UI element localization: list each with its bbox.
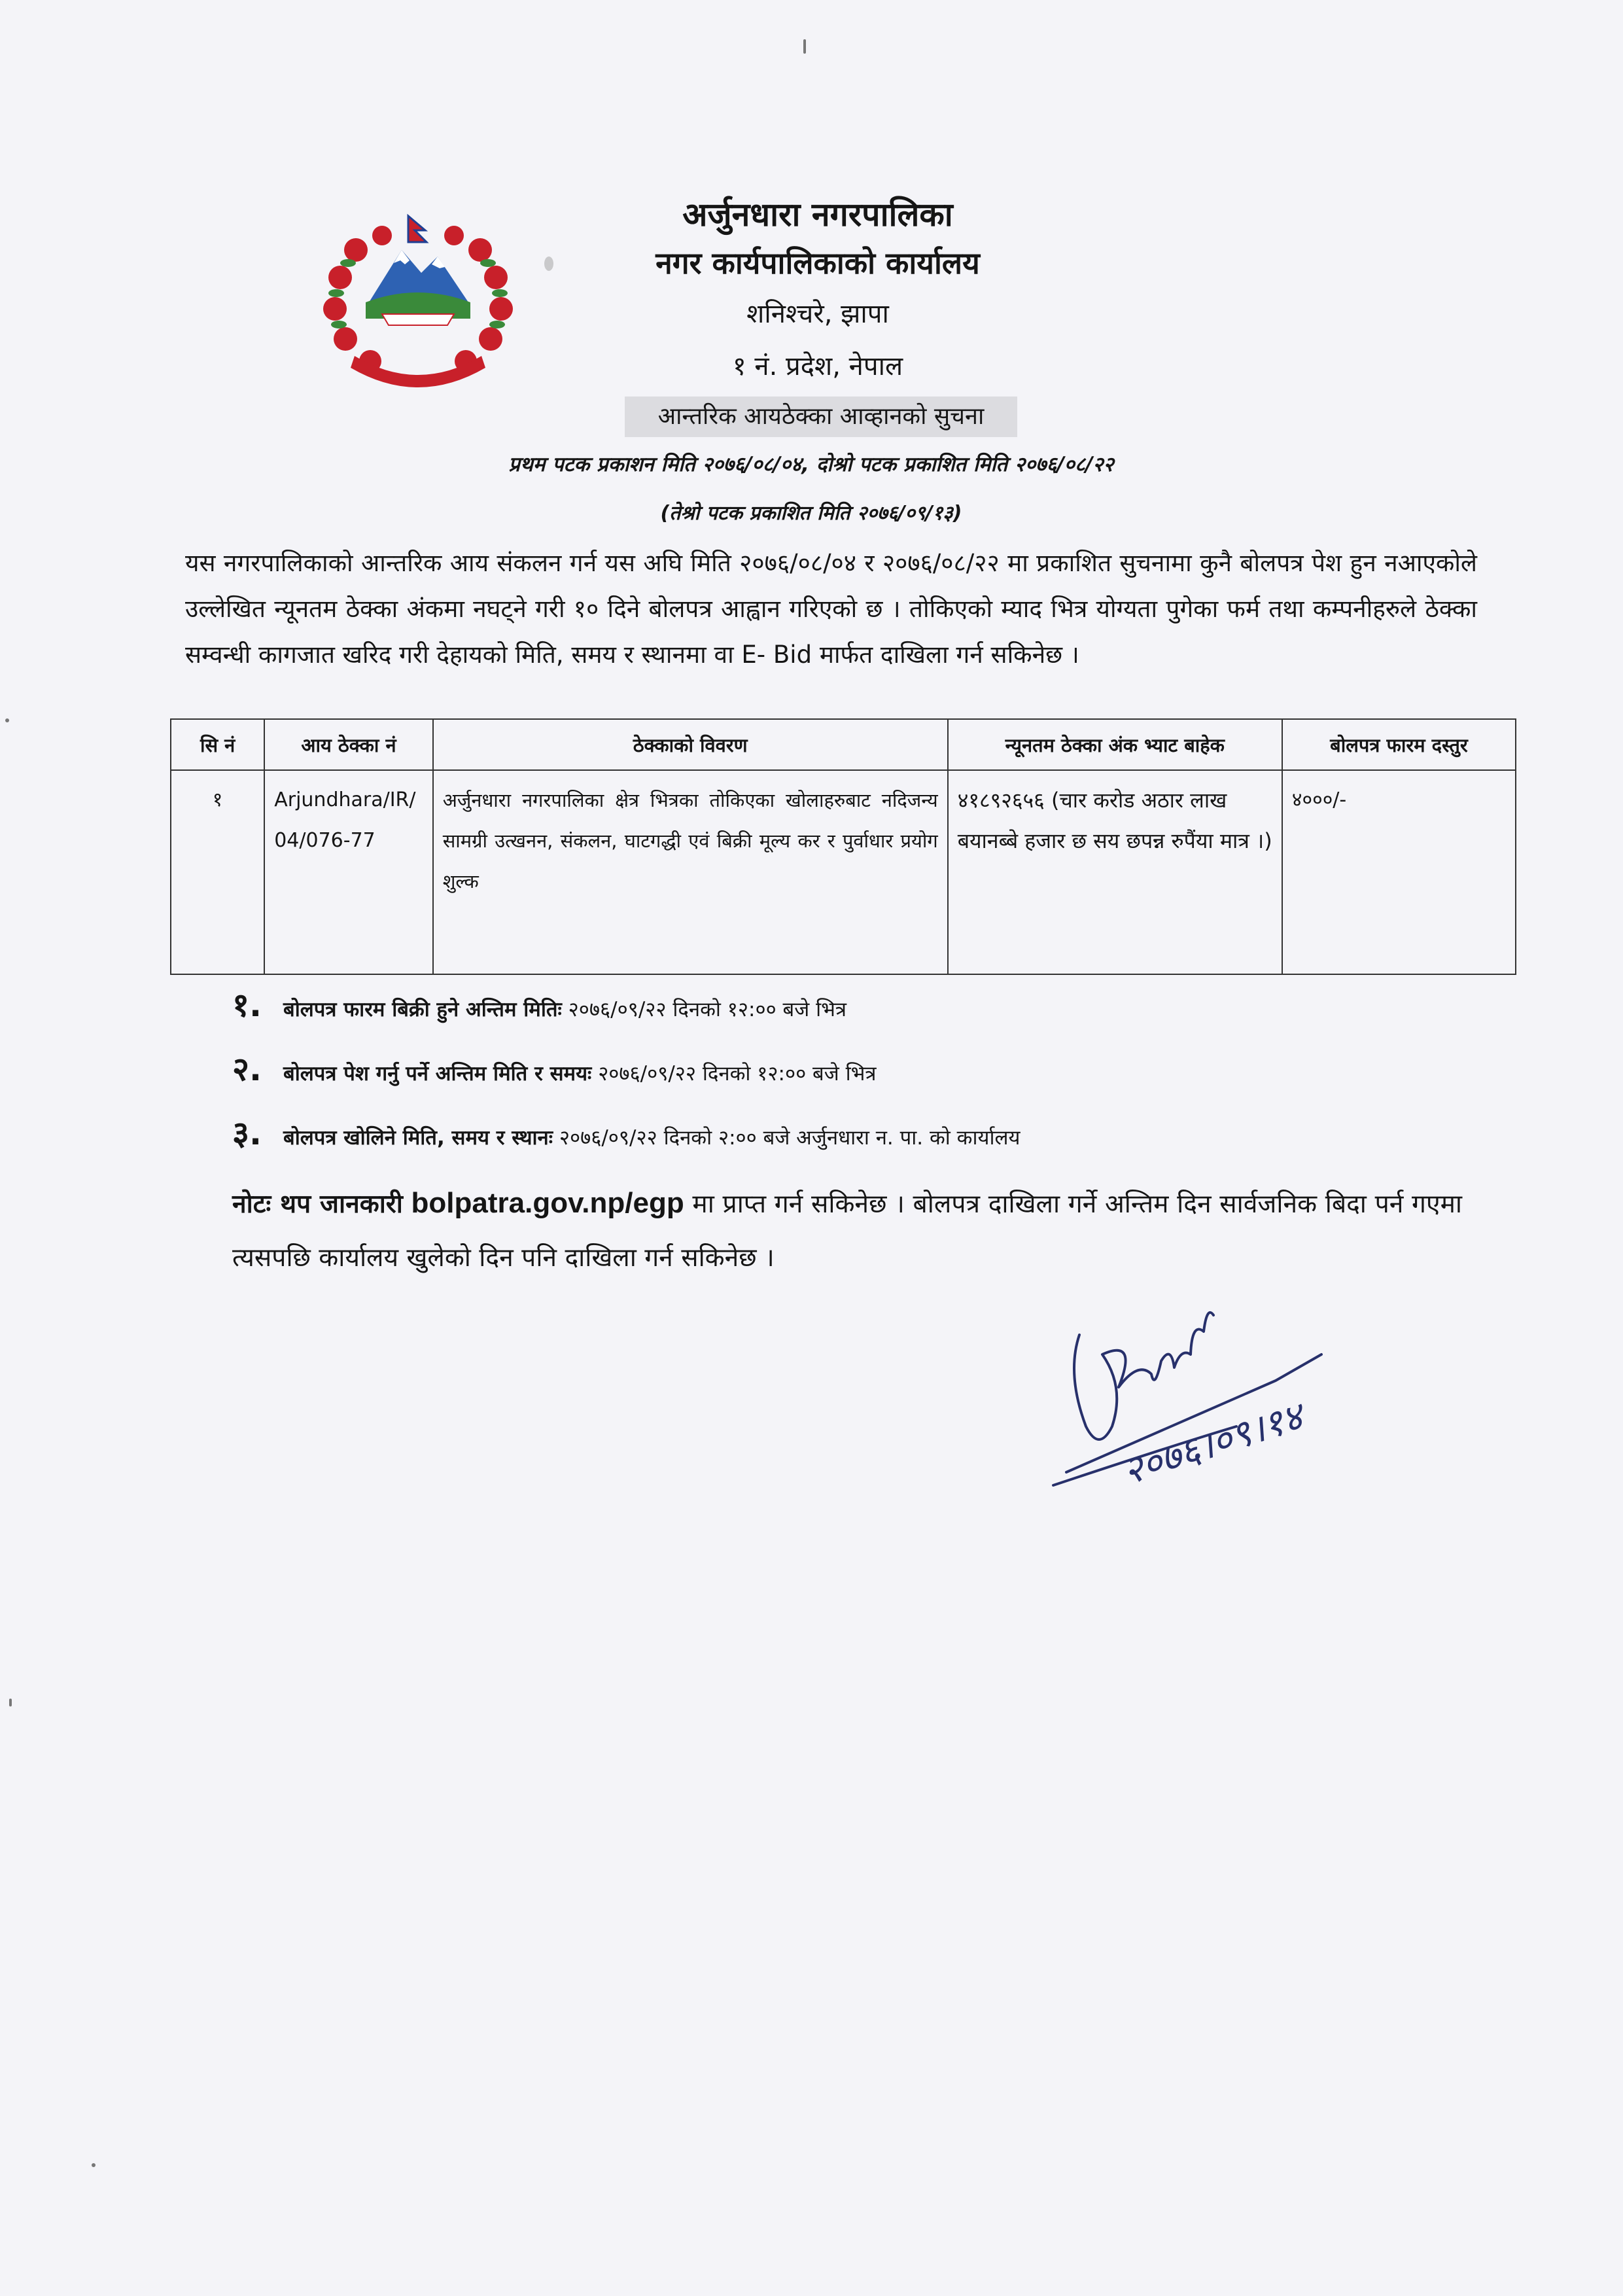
scan-speck xyxy=(9,1699,12,1706)
col-header-sn: सि नं xyxy=(171,719,264,770)
municipality-name: अर्जुनधारा नगरपालिका xyxy=(682,196,953,234)
col-header-contract-no: आय ठेक्का नं xyxy=(264,719,432,770)
deadline-list xyxy=(232,981,1410,1174)
office-location: शनिश्चरे, झापा xyxy=(746,299,889,329)
svg-text:२०७६।०९।१४: २०७६।०९।१४ xyxy=(1117,1393,1308,1494)
cell-description: अर्जुनधारा नगरपालिका क्षेत्र भित्रका तोकिएका खोलाहरुबाट नदिजन्य सामग्री उत्खनन, संकलन, घाटगद्धी एवं बिक्री मूल्य कर र पुर्वाधार प्रयोग शुल्क xyxy=(433,770,948,974)
list-number: ३. xyxy=(232,1114,262,1152)
list-item xyxy=(232,1110,1410,1174)
notice-title: आन्तरिक आयठेक्का आव्हानको सुचना xyxy=(625,397,1017,437)
cell-contract-no: Arjundhara/IR/04/076-77 xyxy=(264,770,432,974)
note-text: मा प्राप्त गर्न सकिनेछ । बोलपत्र दाखिला गर्ने अन्तिम दिन सार्वजनिक बिदा पर्न गएमा त्यसपछि कार्यालय खुलेको दिन पनि दाखिला गर्न सकिनेछ । xyxy=(232,1190,1462,1273)
table-row xyxy=(171,770,1516,974)
col-header-form-fee: बोलपत्र फारम दस्तुर xyxy=(1282,719,1516,770)
third-publication-date: (तेश्रो पटक प्रकाशित मिति २०७६/०९/१३) xyxy=(660,502,962,525)
col-header-min-amount: न्यूनतम ठेक्का अंक भ्याट बाहेक xyxy=(948,719,1282,770)
list-number: १. xyxy=(232,986,262,1024)
scan-speck xyxy=(544,256,553,271)
cell-min-amount: ४१८९२६५६ (चार करोड अठार लाख बयानब्बे हजार छ सय छपन्न रुपैंया मात्र ।) xyxy=(948,770,1282,974)
note-label: नोटः थप जानकारी xyxy=(232,1190,403,1219)
cell-sn: १ xyxy=(171,770,264,974)
province-name: १ नं. प्रदेश, नेपाल xyxy=(732,351,903,381)
notice-body: यस नगरपालिकाको आन्तरिक आय संकलन गर्न यस अघि मिति २०७६/०८/०४ र २०७६/०८/२२ मा प्रकाशित सुचनामा कुनै बोलपत्र पेश हुन नआएकोले उल्लेखित न्यूनतम ठेक्का अंकमा नघट्ने गरी १० दिने बोलपत्र आह्वान गरिएको छ । तोकिएको म्याद भित्र योग्यता पुगेका फर्म तथा कम्पनीहरुले ठेक्का सम्वन्धी कागजात खरिद गरी देहायको मिति, समय र स्थानमा वा E- Bid मार्फत दाखिला गर्न सकिनेछ । xyxy=(185,549,1477,669)
scan-speck xyxy=(92,2163,96,2167)
list-value: २०७६/०९/२२ दिनको २:०० बजे अर्जुनधारा न. पा. को कार्यालय xyxy=(559,1126,1021,1150)
scan-speck xyxy=(5,718,9,722)
scan-speck xyxy=(803,39,806,54)
publication-dates: प्रथम पटक प्रकाशन मिति २०७६/०८/०४, दोश्रो पटक प्रकाशित मिति २०७६/०८/२२ xyxy=(508,453,1114,476)
list-label: बोलपत्र फारम बिक्री हुने अन्तिम मितिः xyxy=(283,998,562,1021)
list-label: बोलपत्र खोलिने मिति, समय र स्थानः xyxy=(283,1126,553,1150)
office-name: नगर कार्यपालिकाको कार्यालय xyxy=(655,245,980,281)
list-value: २०७६/०९/२२ दिनको १२:०० बजे भित्र xyxy=(568,998,847,1021)
list-number: २. xyxy=(232,1050,262,1088)
list-item xyxy=(232,1046,1410,1110)
note-paragraph xyxy=(232,1176,1462,1285)
list-value: २०७६/०९/२२ दिनको १२:०० बजे भित्र xyxy=(598,1062,877,1086)
col-header-description: ठेक्काको विवरण xyxy=(433,719,948,770)
list-item xyxy=(232,981,1410,1046)
table-header-row xyxy=(171,719,1516,770)
egp-link[interactable]: bolpatra.gov.np/egp xyxy=(411,1187,684,1219)
list-label: बोलपत्र पेश गर्नु पर्ने अन्तिम मिति र समयः xyxy=(283,1062,592,1086)
cell-form-fee: ४०००/- xyxy=(1282,770,1516,974)
contract-table xyxy=(170,718,1516,975)
signature-icon xyxy=(1040,1276,1348,1498)
